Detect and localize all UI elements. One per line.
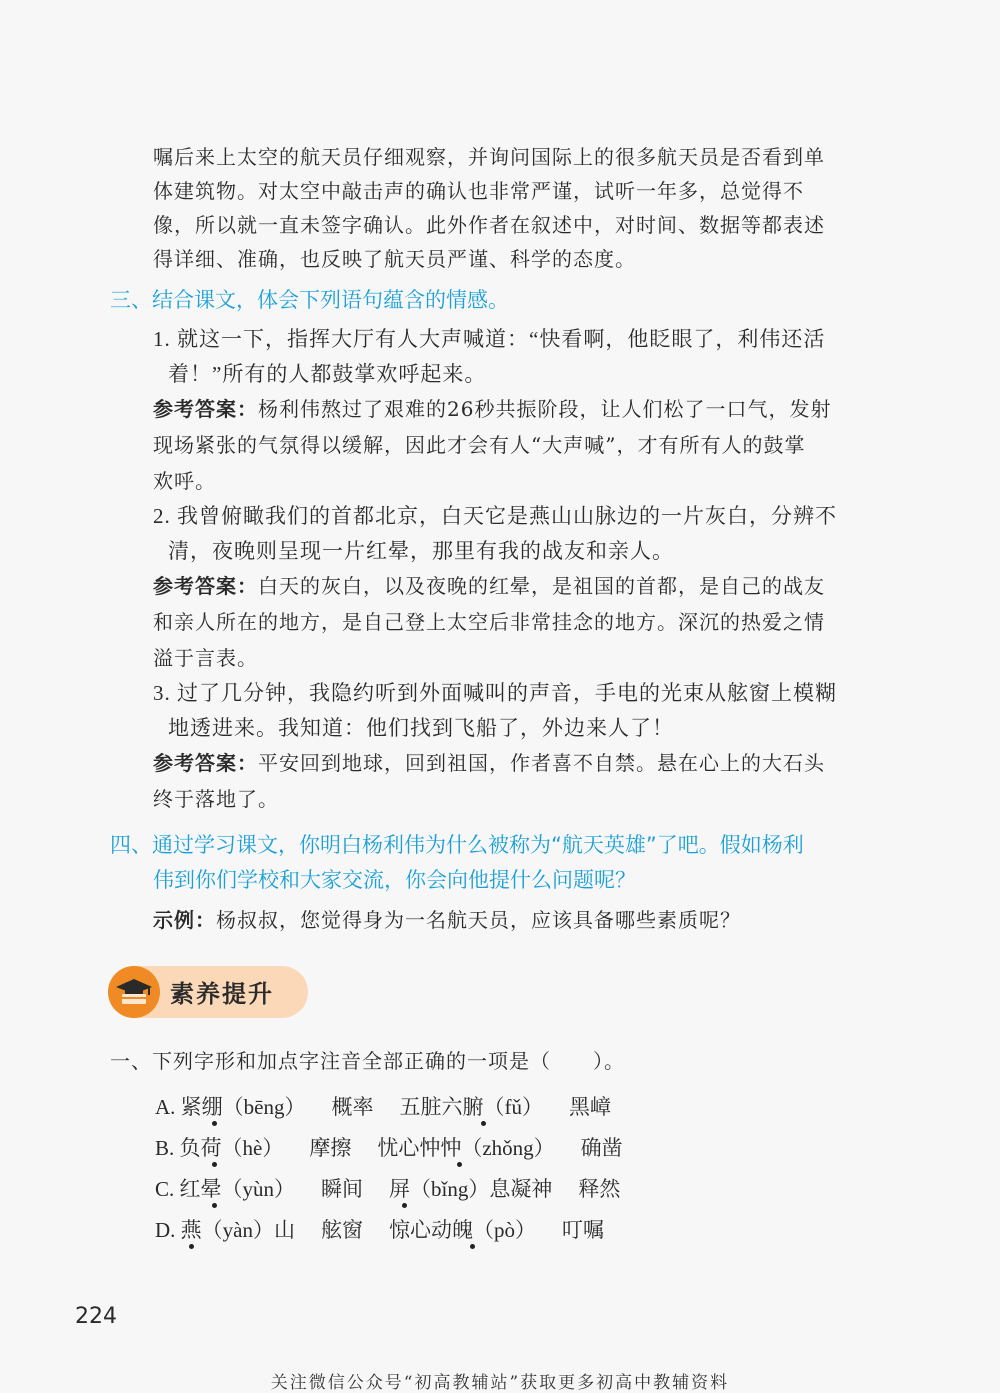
intro-line: 得详细、准确，也反映了航天员严谨、科学的态度。 xyxy=(153,247,636,271)
option-b-item-4: 确凿 xyxy=(580,1136,623,1160)
option-c-item-4: 释然 xyxy=(578,1177,621,1201)
answer-label: 参考答案： xyxy=(153,397,258,421)
answer-1-line-2: 现场紧张的气氛得以缓解，因此才会有人“大声喊”，才有所有人的鼓掌 xyxy=(153,433,806,457)
answer-label: 参考答案： xyxy=(153,751,258,775)
graduation-cap-icon xyxy=(108,966,160,1018)
option-b-item-2: 摩擦 xyxy=(309,1136,352,1160)
option-c-item-1: C. 红晕（yùn） xyxy=(155,1177,296,1201)
option-b-item-1: B. 负荷（hè） xyxy=(155,1136,284,1160)
answer-2-line-3: 溢于言表。 xyxy=(153,646,258,670)
section-badge xyxy=(108,966,308,1018)
option-d-item-4: 叮嘱 xyxy=(562,1218,604,1242)
question-2-line-1: 2. 我曾俯瞰我们的首都北京，白天它是燕山山脉边的一片灰白，分辨不 xyxy=(153,504,837,528)
emphasis-dot xyxy=(212,1162,217,1167)
option-a-item-1: A. 紧绷（bēng） xyxy=(155,1095,306,1119)
question-1-line-2: 着！”所有的人都鼓掌欢呼起来。 xyxy=(168,362,487,386)
question-1-line-1: 1. 就这一下，指挥大厅有人大声喊道：“快看啊，他眨眼了，利伟还活 xyxy=(153,327,826,351)
emphasis-dot xyxy=(189,1244,194,1249)
answer-3-line-1: 参考答案：平安回到地球，回到祖国，作者喜不自禁。悬在心上的大石头 xyxy=(153,751,825,775)
section-3-heading: 三、结合课文，体会下列语句蕴含的情感。 xyxy=(110,288,509,312)
option-a-item-4: 黑嶂 xyxy=(569,1095,611,1119)
intro-line: 体建筑物。对太空中敲击声的确认也非常严谨，试听一年多，总觉得不 xyxy=(153,179,804,203)
option-c[interactable] xyxy=(155,1171,646,1207)
emphasis-dot xyxy=(212,1121,217,1126)
answer-3-line-2: 终于落地了。 xyxy=(153,787,279,811)
badge-circle xyxy=(108,966,160,1018)
question-2-line-2: 清，夜晚则呈现一片红晕，那里有我的战友和亲人。 xyxy=(168,539,674,563)
answer-2-line-1: 参考答案：白天的灰白，以及夜晚的红晕，是祖国的首都，是自己的战友 xyxy=(153,574,825,598)
example-answer: 示例：杨叔叔，您觉得身为一名航天员，应该具备哪些素质呢？ xyxy=(153,908,741,932)
answer-2-line-2: 和亲人所在的地方，是自己登上太空后非常挂念的地方。深沉的热爱之情 xyxy=(153,610,825,634)
option-b[interactable] xyxy=(155,1130,649,1166)
example-label: 示例： xyxy=(153,908,216,932)
option-b-item-3: 忧心忡忡（zhǒng） xyxy=(377,1136,555,1160)
emphasis-dot xyxy=(402,1203,407,1208)
answer-label: 参考答案： xyxy=(153,574,258,598)
option-d-item-1: D. 燕（yàn）山 xyxy=(155,1218,295,1242)
answer-1-line-3: 欢呼。 xyxy=(153,469,216,493)
intro-line: 像，所以就一直未签字确认。此外作者在叙述中，对时间、数据等都表述 xyxy=(153,213,825,237)
emphasis-dot xyxy=(470,1244,475,1249)
option-c-item-2: 瞬间 xyxy=(321,1177,364,1201)
answer-1-line-1: 参考答案：杨利伟熬过了艰难的26秒共振阶段，让人们松了一口气，发射 xyxy=(153,397,832,421)
option-a-item-3: 五脏六腑（fǔ） xyxy=(399,1095,543,1119)
question-3-line-1: 3. 过了几分钟，我隐约听到外面喊叫的声音，手电的光束从舷窗上模糊 xyxy=(153,681,837,705)
option-c-item-3: 屏（bǐng）息凝神 xyxy=(389,1177,553,1201)
page-number: 224 xyxy=(75,1304,117,1329)
option-a[interactable] xyxy=(155,1089,637,1125)
emphasis-dot xyxy=(212,1203,217,1208)
section-4-heading-line-2: 伟到你们学校和大家交流，你会向他提什么问题呢？ xyxy=(153,868,636,892)
intro-line: 嘱后来上太空的航天员仔细观察，并询问国际上的很多航天员是否看到单 xyxy=(153,145,825,169)
question-3-line-2: 地透进来。我知道：他们找到飞船了，外边来人了！ xyxy=(168,716,674,740)
option-d-item-3: 惊心动魄（pò） xyxy=(389,1218,536,1242)
badge-label: 素养提升 xyxy=(170,980,274,1008)
option-d-item-2: 舷窗 xyxy=(321,1218,363,1242)
option-a-item-2: 概率 xyxy=(331,1095,374,1119)
section-4-heading-line-1: 四、通过学习课文，你明白杨利伟为什么被称为“航天英雄”了吧。假如杨利 xyxy=(110,833,804,857)
emphasis-dot xyxy=(457,1162,462,1167)
footer-note: 关注微信公众号“初高教辅站”获取更多初高中教辅资料 xyxy=(270,1373,730,1393)
emphasis-dot xyxy=(481,1121,486,1126)
exercise-question: 一、下列字形和加点字注音全部正确的一项是（ ）。 xyxy=(110,1049,625,1073)
option-d[interactable] xyxy=(155,1212,630,1248)
